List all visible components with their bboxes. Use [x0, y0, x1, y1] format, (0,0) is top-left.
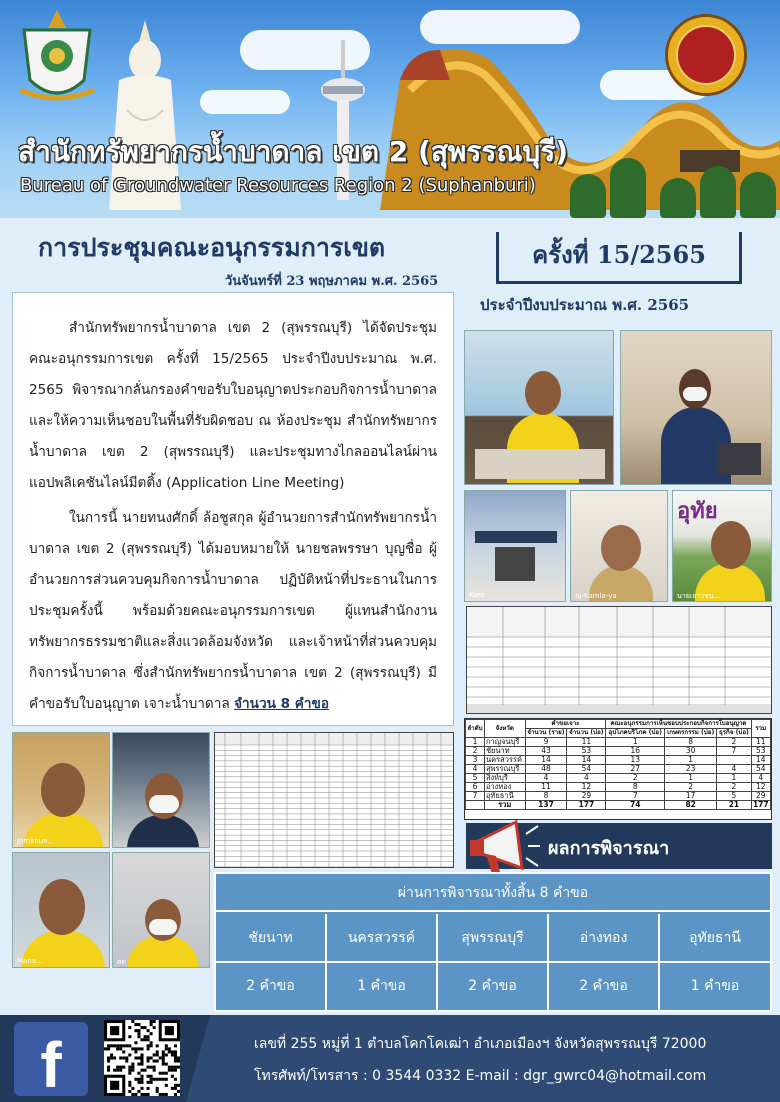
- table-row: [466, 774, 771, 783]
- cell: 27: [606, 765, 665, 774]
- table-row: [466, 792, 771, 801]
- cell: 29: [567, 792, 606, 801]
- table-row: [466, 738, 771, 747]
- col-requests: คำขอเจาะ: [525, 720, 606, 729]
- face-mask: [683, 387, 707, 401]
- cell: 21: [717, 801, 751, 810]
- cell: 13: [606, 756, 665, 765]
- province-count: 1 คำขอ: [357, 978, 406, 994]
- request-count-emphasis: จำนวน 8 คำขอ: [234, 696, 329, 712]
- header-banner: [0, 0, 780, 218]
- photo-meeting-man: [464, 330, 614, 485]
- cloud: [200, 90, 290, 114]
- cell: รวม: [484, 801, 525, 810]
- cell: 17: [665, 792, 717, 801]
- qr-code[interactable]: [104, 1020, 180, 1096]
- tablet: [717, 443, 761, 475]
- col-total: รวม: [751, 720, 770, 738]
- cell: 7: [606, 792, 665, 801]
- cell: 4: [717, 765, 751, 774]
- cell: 5: [717, 792, 751, 801]
- table-total-row: [466, 801, 771, 810]
- cell: 14: [751, 756, 770, 765]
- cell: 8: [665, 738, 717, 747]
- cell: 54: [567, 765, 606, 774]
- province-name: อุทัยธานี: [660, 914, 770, 963]
- cell: 7: [466, 792, 485, 801]
- cell: 4: [567, 774, 606, 783]
- province-count: 2 คำขอ: [246, 978, 295, 994]
- col-order: ลำดับ: [466, 720, 485, 738]
- facebook-icon[interactable]: f: [14, 1022, 88, 1096]
- province-count: 2 คำขอ: [468, 978, 517, 994]
- approval-summary-table: [214, 872, 772, 1012]
- province-name: อ่างทอง: [549, 914, 658, 963]
- bureau-logo: [14, 10, 100, 106]
- province-count: 2 คำขอ: [579, 978, 628, 994]
- paragraph-intro: สำนักทรัพยากรน้ำบาดาล เขต 2 (สุพรรณบุรี) ได้จัดประชุมคณะอนุกรรมการเขต ครั้งที่ 15/2565 ประจำปีงบประมาณ พ.ศ. 2565 พิจารณากลั่นกรองคำขอรับใบอนุญาตประกอบกิจการน้ำบาดาล และให้ความเห็นชอบในพื้นที่รับผิดชอบ ณ ห้องประชุม สำนักทรัพยากรน้ำบาดาล เขต 2 (สุพรรณบุรี) และประชุมทางไกลออนไลน์ผ่านแอปพลิเคชันไลน์มีตติ้ง (Application Line Meeting): [29, 320, 437, 491]
- subcol-people: จำนวน (ราย): [525, 729, 567, 738]
- cell: 2: [665, 783, 717, 792]
- zoom-name-label: Jomkhun...: [17, 837, 55, 845]
- zoom-name-label: ณ-Kamla-ya: [575, 592, 617, 600]
- zoom-name-label: Mana...: [17, 957, 43, 965]
- cell: 23: [665, 765, 717, 774]
- cell: 1: [665, 756, 717, 765]
- zoom-tile-young-man: [12, 852, 110, 968]
- province-column: [660, 914, 770, 1012]
- province-name: ชัยนาท: [216, 914, 325, 963]
- cell: 2: [606, 774, 665, 783]
- cell: 1: [606, 738, 665, 747]
- person-head: [525, 371, 561, 415]
- cell: 12: [567, 783, 606, 792]
- tree: [610, 158, 646, 218]
- cell: 5: [466, 774, 485, 783]
- cell: อุทัยธานี: [484, 792, 525, 801]
- cell: 8: [525, 792, 567, 801]
- person-head: [601, 525, 641, 571]
- col-approved: คณะอนุกรรมการเห็นชอบประกอบกิจการใบอนุญาต: [606, 720, 751, 729]
- face-mask: [149, 919, 177, 935]
- cell: 74: [606, 801, 665, 810]
- province-name: นครสวรรค์: [327, 914, 436, 963]
- paragraph-details: [29, 503, 437, 720]
- footer-address: เลขที่ 255 หมู่ที่ 1 ตำบลโคกโคเฒ่า อำเภอเมืองฯ จังหวัดสุพรรณบุรี 72000: [254, 1036, 707, 1052]
- tree: [570, 174, 606, 218]
- license-list-spreadsheet-thumbnail: [214, 732, 454, 868]
- cell: 54: [751, 765, 770, 774]
- meeting-title: การประชุมคณะอนุกรรมการเขต: [38, 233, 386, 262]
- meeting-number: ครั้งที่ 15/2565: [496, 232, 742, 284]
- cell: 48: [525, 765, 567, 774]
- spreadsheet-grid: [215, 733, 453, 867]
- cell: 7: [717, 747, 751, 756]
- footer-band: [186, 1015, 780, 1102]
- face-mask: [149, 795, 179, 813]
- tree: [660, 178, 696, 218]
- cell: 11: [525, 783, 567, 792]
- license-spreadsheet-thumbnail: [466, 606, 772, 714]
- article-text: [12, 292, 454, 726]
- zoom-sign-text: อุทัย: [677, 499, 718, 524]
- cell: 43: [525, 747, 567, 756]
- cell: 12: [751, 783, 770, 792]
- zoom-name-label: นายเยาวชน...: [677, 592, 721, 600]
- screen: [495, 547, 535, 581]
- cell: 2: [717, 738, 751, 747]
- cell: 3: [466, 756, 485, 765]
- person-head: [711, 521, 751, 569]
- subcol-agriculture: เกษตรกรรม (บ่อ): [665, 729, 717, 738]
- table-row: [466, 765, 771, 774]
- subcol-wells: จำนวน (บ่อ): [567, 729, 606, 738]
- cell: นครสวรรค์: [484, 756, 525, 765]
- department-seal: [665, 14, 747, 96]
- cell: 2: [466, 747, 485, 756]
- province-name: สุพรรณบุรี: [438, 914, 547, 963]
- zoom-tile-room: [464, 490, 566, 602]
- cell: กาญจนบุรี: [484, 738, 525, 747]
- cell: 82: [665, 801, 717, 810]
- cell: [466, 801, 485, 810]
- cell: ชัยนาท: [484, 747, 525, 756]
- cell: 1: [466, 738, 485, 747]
- approval-summary-title: ผ่านการพิจารณาทั้งสิ้น 8 คำขอ: [216, 874, 770, 912]
- spreadsheet-grid: [467, 607, 771, 713]
- zoom-tile-masked-man-2: [112, 852, 210, 968]
- cell: 177: [752, 800, 769, 809]
- fiscal-year: ประจำปีงบประมาณ พ.ศ. 2565: [480, 296, 690, 314]
- province-column: [327, 914, 438, 1012]
- cell: 4: [751, 774, 770, 783]
- zoom-tile-man-left: [12, 732, 110, 848]
- cell: 1: [717, 774, 751, 783]
- cell: 4: [466, 765, 485, 774]
- cell: 4: [525, 774, 567, 783]
- cell: 14: [567, 756, 606, 765]
- cell: 9: [525, 738, 567, 747]
- cell: 11: [751, 738, 770, 747]
- cell: 16: [606, 747, 665, 756]
- cell: 53: [751, 747, 770, 756]
- col-province: จังหวัด: [484, 720, 525, 738]
- cell: สิงห์บุรี: [484, 774, 525, 783]
- bureau-title-english: Bureau of Groundwater Resources Region 2 (Suphanburi): [20, 175, 536, 196]
- cell: 177: [567, 801, 606, 810]
- cell: อ่างทอง: [484, 783, 525, 792]
- photo-meeting-woman: [620, 330, 772, 485]
- person-head: [41, 763, 85, 817]
- zoom-tile-masked-man: [112, 732, 210, 848]
- bureau-title-thai: สำนักทรัพยากรน้ำบาดาล เขต 2 (สุพรรณบุรี): [18, 135, 569, 168]
- province-column: [216, 914, 327, 1012]
- cell: 8: [606, 783, 665, 792]
- province-column: [549, 914, 660, 1012]
- seal-center: [676, 25, 736, 85]
- cell: 2: [717, 783, 751, 792]
- subcol-consumption: อุปโภคบริโภค (บ่อ): [606, 729, 665, 738]
- province-column: [438, 914, 549, 1012]
- result-title: ผลการพิจารณา: [548, 838, 670, 859]
- zoom-tile-man: [672, 490, 772, 602]
- zoom-name-label: ตต: [117, 958, 127, 966]
- person-head: [39, 879, 85, 935]
- request-statistics-table: [464, 718, 772, 820]
- tree: [700, 166, 736, 218]
- tree: [740, 172, 776, 218]
- footer-contact: โทรศัพท์/โทรสาร : 0 3544 0332 E-mail : dgr_gwrc04@hotmail.com: [254, 1068, 707, 1084]
- banner-sign: [475, 531, 557, 543]
- subcol-business: ธุรกิจ (บ่อ): [717, 729, 751, 738]
- photo-bg: [465, 491, 565, 601]
- province-count: 1 คำขอ: [690, 978, 740, 994]
- cell: 29: [751, 792, 770, 801]
- cell: 11: [567, 738, 606, 747]
- cell: 1: [665, 774, 717, 783]
- desk: [475, 449, 605, 479]
- megaphone-icon: [466, 814, 542, 880]
- cell: 53: [567, 747, 606, 756]
- paragraph-details-text: ในการนี้ นายทนงศักดิ์ ล้อชูสกุล ผู้อำนวยการสำนักทรัพยากรน้ำบาดาล เขต 2 (สุพรรณบุรี) ได้มอบหมายให้ นายชลพรรษา บุญชื่อ ผู้อำนวยการส่วนควบคุมกิจการน้ำบาดาล ปฏิบัติหน้าที่ประธานในการประชุมครั้งนี้ พร้อมด้วยคณะอนุกรรมการเขต ผู้แทนสำนักงานทรัพยากรธรรมชาติและสิ่งแวดล้อมจังหวัด และเจ้าหน้าที่ส่วนควบคุมกิจการน้ำบาดาล ซึ่งสำนักทรัพยากรน้ำบาดาล เขต 2 (สุพรรณบุรี) มีคำขอรับใบอนุญาต เจาะน้ำบาดาล: [29, 510, 437, 712]
- cell: 137: [525, 801, 567, 810]
- cell: 14: [525, 756, 567, 765]
- cell: 30: [665, 747, 717, 756]
- meeting-date: วันจันทร์ที่ 23 พฤษภาคม พ.ศ. 2565: [225, 274, 439, 289]
- zoom-tile-woman: [570, 490, 668, 602]
- cell: สุพรรณบุรี: [484, 765, 525, 774]
- zoom-name-label: Korn: [469, 591, 485, 599]
- cell: 6: [466, 783, 485, 792]
